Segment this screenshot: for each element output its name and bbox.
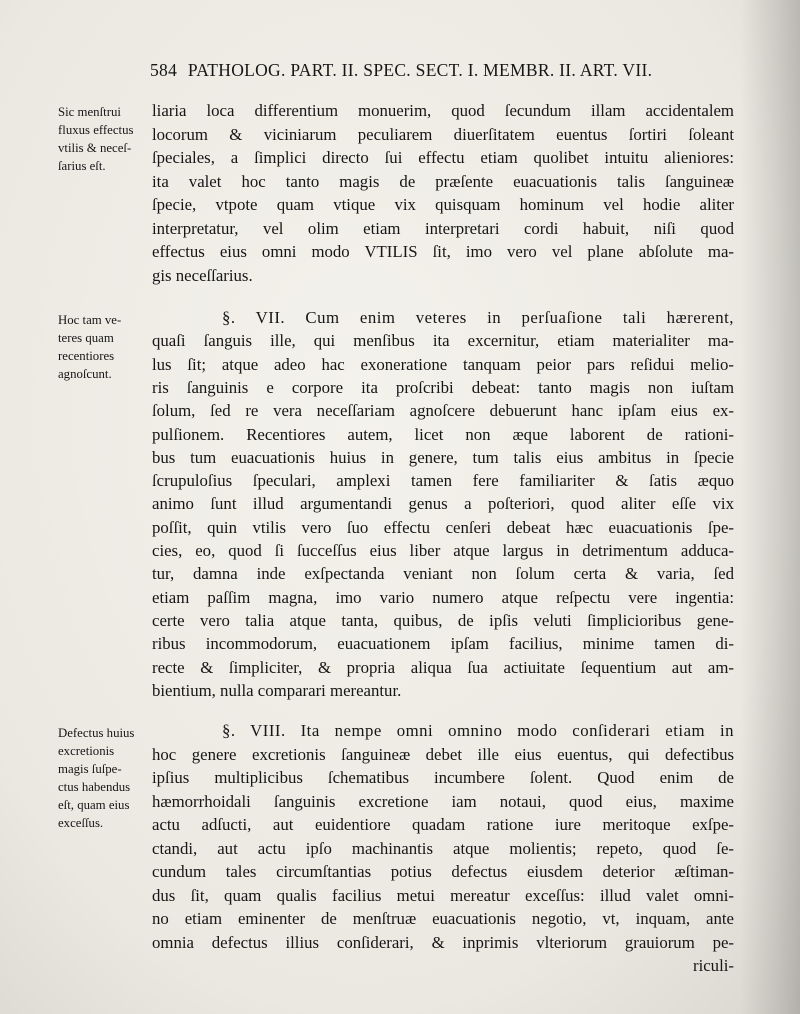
running-title: PATHOLOG. PART. II. SPEC. SECT. I. MEMBR. II. ART. VII. [187, 60, 653, 80]
text-line: lus ſit; atque adeo hac exoneratione tanquam peior pars reſidui melio- [152, 354, 734, 374]
text-line: quaſi ſanguis ille, qui menſibus ita excernitur, etiam materialiter ma- [152, 331, 734, 351]
text-line: ribus incommodorum, euacuationem ipſam facilius, minime tamen di- [152, 634, 734, 654]
margin-note-line: fluxus effectus [58, 123, 134, 137]
text-line: certe vero talia atque tanta, quibus, de ipſis veluti ſimplicioribus gene- [152, 610, 734, 630]
margin-note-line: ctus habendus [58, 780, 131, 794]
margin-note-line: ſarius eſt. [58, 159, 106, 173]
text-line: bientium, nulla comparari mereantur. [152, 680, 402, 700]
margin-note-line: vtilis & neceſ- [58, 141, 132, 155]
text-line: cies, eo, quod ſi ſucceſſus eius liber atque largus in detrimentum adduca- [152, 541, 734, 560]
page-gutter-shadow [740, 0, 800, 1014]
text-line: ſpeciales, a ſimplici directo ſui effectu etiam quolibet intuitu alieniores: [152, 148, 734, 167]
text-line: no etiam eminenter de menſtruæ euacuationis negotio, vt, inquam, ante [152, 909, 734, 928]
margin-note-line: agnoſcunt. [58, 367, 112, 381]
text-line: liaria loca differentium monuerim, quod ſecundum illam accidentalem [152, 101, 734, 120]
section-heading-line: §. VIII. Ita nempe omni omnino modo conſiderari etiam in [222, 721, 734, 740]
text-line: ſpecie, vtpote quam vtique vix quisquam hominum vel hodie aliter [152, 195, 734, 214]
catchword: riculi- [692, 956, 734, 975]
margin-note-line: Defectus huius [58, 726, 135, 740]
margin-note-line: eſt, quam eius [58, 798, 130, 812]
margin-note-line: teres quam [58, 331, 114, 345]
text-line: pulſionem. Recentiores autem, licet non æque laborent de rationi- [152, 424, 734, 444]
text-line: etiam paſſim magna, imo vario numero atque reſpectu vere ingentia: [152, 587, 734, 607]
text-line: effectus eius omni modo VTILIS ſit, imo vero vel plane abſolute ma- [152, 242, 734, 261]
text-line: animo ſunt illud argumentandi genus a poſteriori, quod aliter eſſe vix [152, 494, 734, 514]
running-header [150, 60, 730, 81]
text-line: tur, damna inde exſpectanda veniant non ſolum certa & varia, ſed [152, 564, 734, 584]
text-line: ipſius multiplicibus ſchematibus incumbere ſolent. Quod enim de [152, 768, 734, 787]
margin-note-line: recentiores [58, 349, 115, 363]
text-line: ſolum, ſed re vera neceſſariam agnoſcere debuerunt hanc ipſam eius ex- [152, 401, 734, 421]
margin-note-line: excretionis [58, 744, 115, 758]
text-line: ris ſanguinis e corpore ita proſcribi debeat: tanto magis non iuſtam [152, 377, 734, 397]
section-heading-line: §. VII. Cum enim veteres in perſuaſione tali hærerent, [222, 308, 734, 327]
text-line: ctandi, aut actu ipſo machinantis atque molientis; repeto, quod ſe- [152, 838, 734, 858]
margin-note-line: Sic menſtrui [58, 105, 121, 119]
text-line: hoc genere excretionis ſanguineæ debet ille eius euentus, qui defectibus [152, 744, 734, 764]
text-line: interpretatur, vel olim etiam interpretari cordi habuit, niſi quod [152, 218, 734, 238]
margin-note-line: magis ſuſpe- [58, 762, 122, 776]
text-line: gis neceſſarius. [152, 265, 253, 285]
text-line: ita valet hoc tanto magis de præſente euacuationis talis ſanguineæ [152, 171, 734, 191]
text-line: cundum tales circumſtantias potius defectus eiusdem deterior æſtiman- [152, 862, 734, 881]
text-line: hæmorrhoidali ſanguinis excretione iam notaui, quod eius, maxime [152, 791, 734, 811]
text-line: ſcrupuloſius ſpeculari, amplexi tamen fere familiariter & ſatis æquo [152, 471, 734, 491]
margin-note-line: exceſſus. [58, 816, 104, 830]
text-line: actu adſucti, aut euidentiore quadam ratione iure meritoque exſpe- [152, 815, 734, 834]
margin-note-line: Hoc tam ve- [58, 313, 122, 327]
text-line: dus ſit, quam qualis facilius metui mereatur exceſſus: illud valet omni- [152, 885, 734, 905]
text-line: recte & ſimpliciter, & propria aliqua ſua actiuitate ſequentium aut am- [152, 657, 734, 677]
text-line: poſſit, quin vtilis vero ſuo effectu cenſeri debeat hæc euacuationis ſpe- [152, 517, 734, 537]
page-number: 584 [150, 60, 178, 80]
text-line: locorum & viciniarum peculiarem diuerſitatem euentus ſortiri ſoleant [152, 124, 734, 144]
text-line: bus tum euacuationis huius in genere, tum talis eius ambitus in ſpecie [152, 447, 734, 467]
text-line: omnia defectus illius conſiderari, & inprimis vlteriorum grauiorum pe- [152, 932, 734, 952]
